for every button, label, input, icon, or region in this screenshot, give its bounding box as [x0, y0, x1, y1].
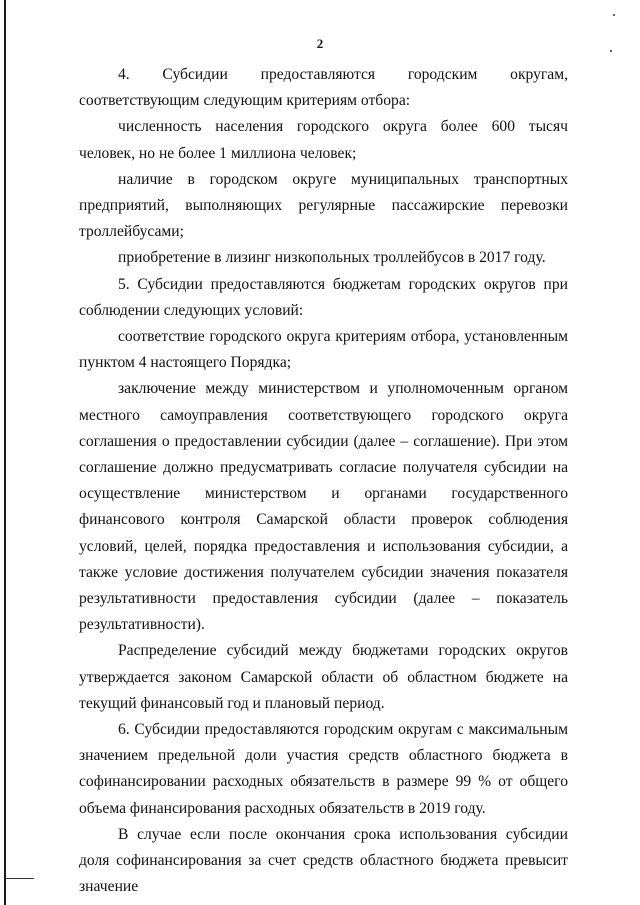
scan-speck	[613, 14, 615, 16]
paragraph-item-5: 5. Субсидии предоставляются бюджетам городских округов при соблюдении следующих условий:	[79, 275, 568, 319]
scan-edge-line	[4, 0, 6, 905]
scan-edge-mark	[6, 878, 34, 879]
paragraph-condition-criteria: соответствие городского округа критериям отбора, установленным пунктом 4 настоящего Порядка;	[79, 328, 568, 372]
paragraph-criterion-population: численность населения городского округа более 600 тысяч человек, но не более 1 миллиона человек;	[79, 118, 568, 162]
paragraph-criterion-leasing: приобретение в лизинг низкопольных троллейбусов в 2017 году.	[118, 249, 546, 267]
paragraph-item-6: 6. Субсидии предоставляются городским округам с максимальным значением предельной доли участия средств областного бюджета в софинансировании расходных обязательств в размере 99 % от общего объема финансирования расходных обязательств в 2019 году.	[79, 721, 568, 817]
paragraph-distribution: Распределение субсидий между бюджетами городских округов утверждается законом Самарской области об областном бюджете на текущий финансовый год и плановый период.	[79, 642, 568, 712]
paragraph-cofinancing: В случае если после окончания срока использования субсидии доля софинансирования за счет средств областного бюджета превысит значение	[79, 825, 568, 896]
paragraph-criterion-transport: наличие в городском округе муниципальных транспортных предприятий, выполняющих регулярные пассажирские перевозки троллейбусами;	[79, 170, 568, 241]
document-body	[79, 62, 568, 901]
paragraph-item-4: 4. Субсидии предоставляются городским округам, соответствующим следующим критериям отбора:	[79, 66, 568, 110]
paragraph-condition-agreement: заключение между министерством и уполномоченным органом местного самоуправления соответствующего городского округа соглашения о предоставлении субсидии (далее – соглашение). При этом соглашение должно предусматривать согласие получателя субсидии на осуществление министерством и органами государственного финансового контроля Самарской области проверок соблюдения условий, целей, порядка предоставления и использования субсидии, а также условие достижения получателем субсидии значения показателя результативности предоставления субсидии (далее – показатель результативности).	[79, 380, 568, 634]
page-number: 2	[316, 36, 324, 51]
